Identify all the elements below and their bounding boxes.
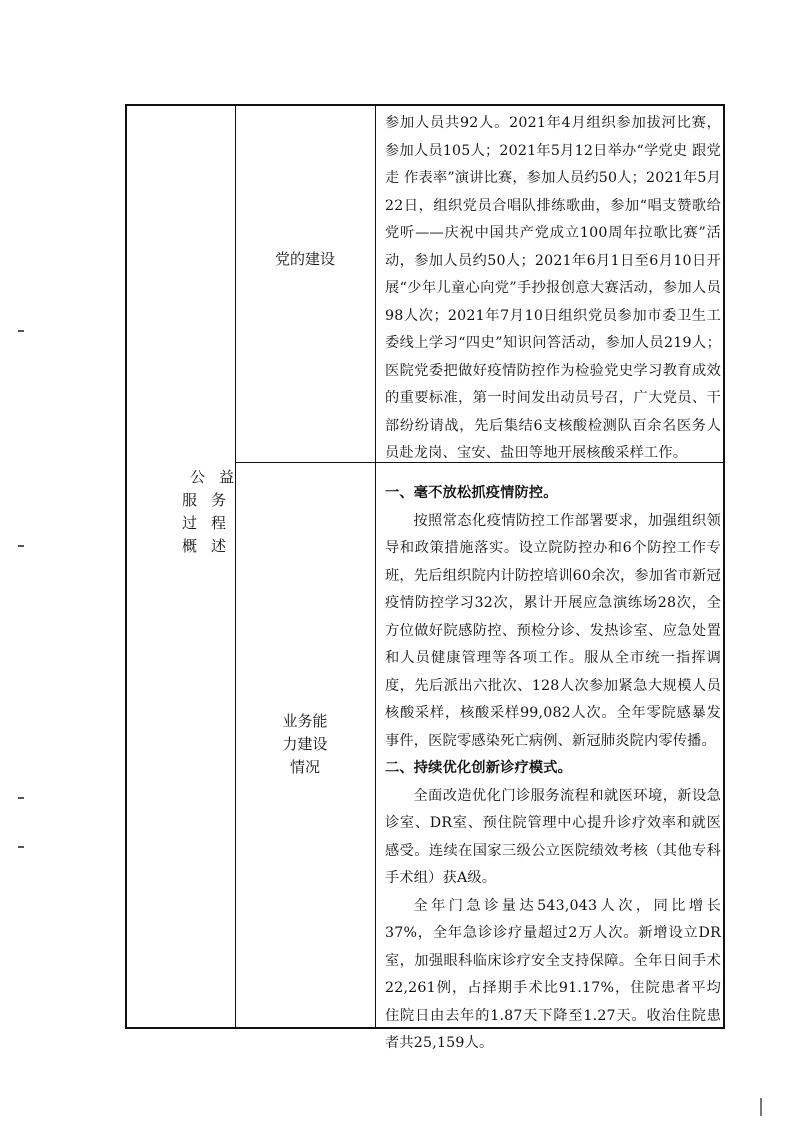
paragraph-epidemic: 按照常态化疫情防控工作部署要求，加强组织领导和政策措施落实。设立院防控办和6个防控工作专班，先后组织院内计防控培训60余次，参加省市新冠疫情防控学习32次，累计开展应急演练场28次，全方位做好院感防控、预检分诊、发热诊室、应急处置和人员健康管理等各项工作。服从全市统一指挥调度，先后派出六批次、128人次参加紧急大规模人员核酸采样，核酸采样99,082人次。全年零院感暴发事件，医院零感染死亡病例、新冠肺炎院内零传播。 bbox=[385, 512, 721, 749]
category-char: 程 bbox=[210, 514, 226, 532]
label-line: 情况 bbox=[289, 758, 320, 776]
label-line: 业务能 bbox=[282, 712, 328, 730]
margin-mark bbox=[18, 846, 24, 848]
category-char: 过 bbox=[182, 514, 198, 532]
summary-table bbox=[125, 104, 725, 1051]
category-char: 服 bbox=[182, 491, 198, 509]
column-divider-1 bbox=[235, 106, 236, 1027]
party-building-label: 党的建设 bbox=[274, 250, 335, 268]
paragraph-diagnosis: 全面改造优化门诊服务流程和就医环境，新设急诊室、DR室、预住院管理中心提升诊疗效率和就医感受。连续在国家三级公立医院绩效考核（其他专科手术组）获A级。 bbox=[385, 787, 721, 886]
margin-mark bbox=[18, 330, 24, 332]
paragraph-statistics: 全年门急诊量达543,043人次，同比增长37%，全年急诊诊疗量超过2万人次。新增设立DR室，加强眼科临床诊疗安全支持保障。全年日间手术22,261例，占择期手术比91.17%，住院患者平均住院日由去年的1.87天下降至1.27天。收治住院患者共25,159人。 bbox=[385, 897, 721, 1051]
business-capacity-content bbox=[385, 480, 721, 1058]
margin-mark bbox=[760, 1098, 762, 1116]
section-heading-diagnosis: 二、持续优化创新诊疗模式。 bbox=[385, 760, 573, 776]
category-cell bbox=[152, 466, 237, 558]
margin-mark bbox=[18, 797, 24, 799]
category-char: 务 bbox=[210, 491, 226, 509]
business-capacity-label bbox=[235, 710, 375, 779]
label-line: 力建设 bbox=[282, 735, 328, 753]
category-char: 公 bbox=[190, 468, 206, 486]
margin-mark bbox=[18, 545, 24, 547]
section-heading-epidemic: 一、毫不放松抓疫情防控。 bbox=[385, 485, 558, 501]
category-char: 述 bbox=[210, 537, 226, 555]
category-char: 益 bbox=[218, 468, 234, 486]
column-divider-2 bbox=[375, 106, 376, 1027]
party-building-content bbox=[385, 110, 721, 468]
party-building-paragraph: 参加人员共92人。2021年4月组织参加拔河比赛，参加人员105人；2021年5月12日举办“学党史 跟党走 作表率”演讲比赛，参加人员约50人；2021年5月22日，组织党员合唱队排练歌曲，参加“唱支赞歌给党听——庆祝中国共产党成立100周年拉歌比赛”活动，参加人员约50人；2021年6月1日至6月10日开展“少年儿童心向党”手抄报创意大赛活动，参加人员98人次；2021年7月10日组织党员参加市委卫生工委线上学习“四史”知识问答活动，参加人员219人；医院党委把做好疫情防控作为检验党史学习教育成效的重要标准，第一时间发出动员号召，广大党员、干部纷纷请战，先后集结6支核酸检测队百余名医务人员赴龙岗、宝安、盐田等地开展核酸采样工作。 bbox=[385, 115, 721, 461]
category-char: 概 bbox=[182, 537, 198, 555]
